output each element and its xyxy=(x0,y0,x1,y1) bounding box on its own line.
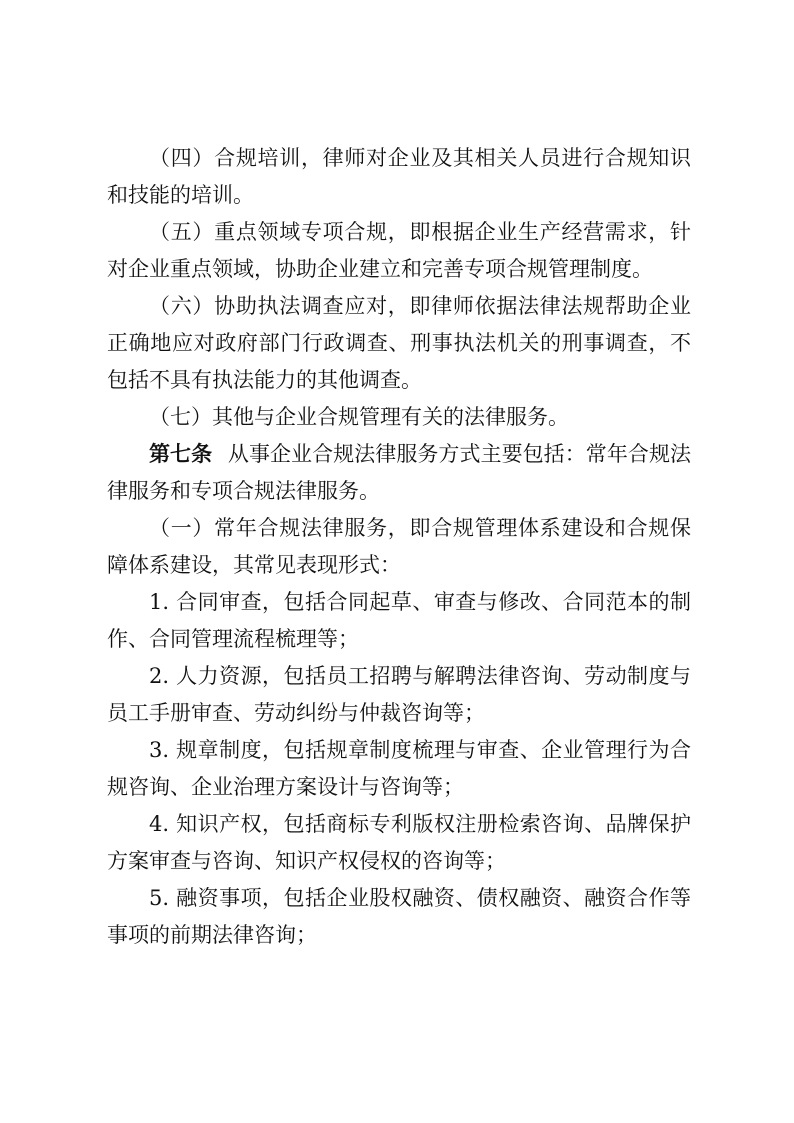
list-item-contract-review: 1. 合同审查，包括合同起草、审查与修改、合同范本的制作、合同管理流程梳理等； xyxy=(107,590,691,651)
list-item-financing: 5. 融资事项，包括企业股权融资、债权融资、融资合作等事项的前期法律咨询； xyxy=(107,886,691,947)
paragraph-item-7: （七）其他与企业合规管理有关的法律服务。 xyxy=(149,405,569,429)
paragraph-item-6: （六）协助执法调查应对，即律师依据法律法规帮助企业正确地应对政府部门行政调查、刑事执法机关的刑事调查，不包括不具有执法能力的其他调查。 xyxy=(107,294,691,392)
article-7-paragraph xyxy=(107,436,691,510)
sub-item-1: （一）常年合规法律服务，即合规管理体系建设和合规保障体系建设，其常见表现形式： xyxy=(107,516,691,577)
list-item-intellectual-property: 4. 知识产权，包括商标专利版权注册检索咨询、品牌保护方案审查与咨询、知识产权侵权的咨询等； xyxy=(107,812,691,873)
paragraph-item-5: （五）重点领域专项合规，即根据企业生产经营需求，针对企业重点领域，协助企业建立和完善专项合规管理制度。 xyxy=(107,220,691,281)
document-body xyxy=(107,140,691,954)
article-7-text: 从事企业合规法律服务方式主要包括：常年合规法律服务和专项合规法律服务。 xyxy=(107,442,691,503)
article-7-heading: 第七条 xyxy=(149,442,213,466)
list-item-human-resources: 2. 人力资源，包括员工招聘与解聘法律咨询、劳动制度与员工手册审查、劳动纠纷与仲裁咨询等； xyxy=(107,664,691,725)
paragraph-item-4: （四）合规培训，律师对企业及其相关人员进行合规知识和技能的培训。 xyxy=(107,146,691,207)
list-item-regulations: 3. 规章制度，包括规章制度梳理与审查、企业管理行为合规咨询、企业治理方案设计与咨询等； xyxy=(107,738,691,799)
